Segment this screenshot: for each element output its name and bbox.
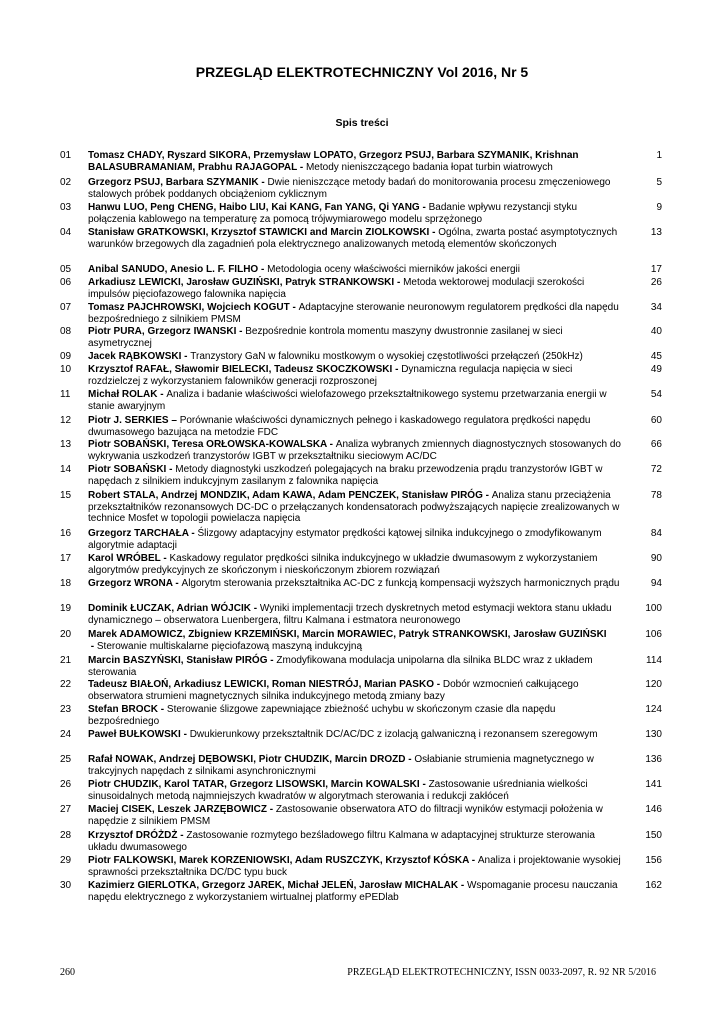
entry-text [88,464,638,487]
entry-authors: Marek ADAMOWICZ, Zbigniew KRZEMIŃSKI, Marcin MORAWIEC, Patryk STRANKOWSKI, Jarosław GUZIŃSKI [88,629,607,640]
entry-authors: Michał ROLAK [88,389,158,400]
entry-number: 13 [60,439,72,450]
entry-authors: Grzegorz TARCHAŁA [88,528,189,539]
entry-text [88,528,638,551]
entry-separator: - [160,553,170,564]
entry-text [88,364,638,387]
toc-entry [60,754,662,777]
toc-entry [60,528,662,551]
entry-separator: - [177,830,187,841]
entry-title: Adaptacyjne sterowanie neuronowym regulatorem prędkości dla napędu bezpośredniego z silnikiem PMSM [88,302,619,325]
entry-title: Dwie nieniszczące metody badań do monitorowania procesu zmęczeniowego stalowych próbek poddanych obciążeniom cyklicznym [88,177,611,200]
entry-authors: Rafał NOWAK, Andrzej DĘBOWSKI, Piotr CHUDZIK, Marcin DROZD [88,754,406,765]
entry-text [88,150,638,173]
entry-separator: - [258,264,268,275]
entry-number: 20 [60,629,72,640]
entry-number: 29 [60,855,72,866]
entry-title: Analiza i badanie właściwości wielofazowego przekształtnikowego systemu przetwarzania energii w stanie awaryjnym [88,389,607,412]
entry-separator: - [419,779,429,790]
entry-page: 54 [650,389,662,400]
toc-entry [60,655,662,678]
toc-entry [60,880,662,903]
entry-number: 25 [60,754,72,765]
entry-text [88,804,638,827]
entry-page: 141 [645,779,662,790]
entry-page: 45 [650,351,662,362]
entry-authors: Anibal SANUDO, Anesio L. F. FILHO [88,264,259,275]
entry-number: 15 [60,490,72,501]
entry-authors: Piotr SOBAŃSKI, Teresa ORŁOWSKA-KOWALSKA [88,439,327,450]
toc-entry [60,351,662,363]
entry-page: 26 [650,277,662,288]
entry-number: 07 [60,302,72,313]
toc-entry [60,603,662,626]
entry-text [88,679,638,702]
entry-page: 120 [645,679,662,690]
entry-page: 9 [656,202,662,213]
entry-page: 136 [645,754,662,765]
toc-entry [60,629,662,652]
entry-page: 1 [656,150,662,161]
entry-separator: - [267,655,277,666]
journal-title: PRZEGLĄD ELEKTROTECHNICZNY Vol 2016, Nr 5 [195,64,529,80]
entry-page: 106 [645,629,662,640]
entry-authors: Arkadiusz LEWICKI, Jarosław GUZIŃSKI, Patryk STRANKOWSKI [88,277,395,288]
entry-text [88,490,638,525]
journal-footer: PRZEGLĄD ELEKTROTECHNICZNY, ISSN 0033-2097, R. 92 NR 5/2016 [347,967,656,978]
toc-entry [60,779,662,802]
entry-page: 146 [645,804,662,815]
entry-separator: – [168,415,180,426]
entry-title: Wspomaganie procesu nauczania napędu elektrycznego z wykorzystaniem wirtualnej platformy ePEDlab [88,880,618,903]
toc-entry [60,150,662,173]
entry-authors: Karol WRÓBEL [88,553,161,564]
toc-entry [60,464,662,487]
entry-authors: Dominik ŁUCZAK, Adrian WÓJCIK [88,603,251,614]
entry-title: Metoda wektorowej modulacji szerokości impulsów pięciofazowego falownika napięcia [88,277,585,300]
entry-title: Dwukierunkowy przekształtnik DC/AC/DC z izolacją galwaniczną i rezonansem szeregowym [189,729,598,740]
entry-text [88,578,638,590]
entry-authors: Tadeusz BIAŁOŃ, Arkadiusz LEWICKI, Roman NIESTRÓJ, Marian PASKO [88,679,434,690]
toc-entry [60,704,662,727]
entry-title: Wyniki implementacji trzech dyskretnych metod estymacji wektora stanu układu dynamicznego – obserwatora Luenbergera, filtru Kalmana i estmatora neuronowego [88,603,612,626]
entry-authors: Krzysztof DRÓŻDŻ [88,830,178,841]
page-number: 260 [60,967,75,978]
entry-number: 06 [60,277,72,288]
entry-title: Sterowanie ślizgowe zapewniające zbieżność uchybu w skończonym czasie dla napędu bezpośredniego [88,704,556,727]
entry-separator: - [266,804,276,815]
entry-authors: Piotr FALKOWSKI, Marek KORZENIOWSKI, Adam RUSZCZYK, Krzysztof KÓSKA [88,855,469,866]
entry-authors: Stefan BROCK [88,704,159,715]
entry-title: Porównanie właściwości dynamicznych pełnego i kaskadowego regulatora prędkości napędu dwumasowego bazująca na metodzie FDC [88,415,591,438]
entry-separator: - [297,161,306,173]
entry-number: 30 [60,880,72,891]
entry-authors: Tomasz CHADY, Ryszard SIKORA, Przemysław LOPATO, Grzegorz PSUJ, Barbara SZYMANIK, Krishnan BALASUBRAMANIAM, Prabhu RAJAGOPAL [88,150,579,173]
entry-separator: - [88,640,97,652]
entry-text [88,553,638,576]
toc-entry [60,389,662,412]
entry-text [88,439,638,462]
entry-authors: Paweł BUŁKOWSKI [88,729,181,740]
entry-text [88,779,638,802]
entry-title: Zmodyfikowana modulacja unipolarna dla silnika BLDC wraz z układem sterowania [88,655,593,678]
toc-entry [60,415,662,438]
toc-entry [60,679,662,702]
entry-number: 03 [60,202,72,213]
entry-page: 49 [650,364,662,375]
toc-heading: Spis treści [335,117,389,129]
table-of-contents [60,150,662,910]
entry-page: 34 [650,302,662,313]
toc-entry [60,326,662,349]
entry-page: 60 [650,415,662,426]
entry-text [88,855,638,878]
entry-page: 90 [650,553,662,564]
entry-page: 5 [656,177,662,188]
entry-separator: - [458,880,467,891]
entry-text [88,729,638,741]
entry-title: Ogólna, zwarta postać asymptotycznych warunków brzegowych dla zagadnień pola elektrycznego analizowanych metodą elementów skończonych [88,227,618,250]
entry-title: Analiza i projektowanie wysokiej sprawności przekształtnika DC/DC typu buck [88,855,621,878]
entry-page: 13 [650,227,662,238]
entry-authors: Maciej CISEK, Leszek JARZĘBOWICZ [88,804,267,815]
entry-page: 78 [650,490,662,501]
entry-text [88,177,638,200]
entry-number: 12 [60,415,72,426]
entry-number: 27 [60,804,72,815]
entry-separator: - [392,364,402,375]
entry-separator: - [258,177,268,188]
entry-page: 124 [645,704,662,715]
toc-entry [60,364,662,387]
entry-number: 08 [60,326,72,337]
entry-separator: - [482,490,492,501]
entry-title: Metodologia oceny właściwości mierników jakości energii [267,264,520,275]
entry-page: 40 [650,326,662,337]
entry-separator: - [180,729,190,740]
entry-authors: Piotr CHUDZIK, Karol TATAR, Grzegorz LISOWSKI, Marcin KOWALSKI [88,779,420,790]
entry-separator: - [468,855,478,866]
entry-title: Zastosowanie rozmytego bezśladowego filtru Kalmana w adaptacyjnej strukturze sterowania układu dwumasowego [88,830,595,853]
entry-text [88,202,638,225]
entry-authors: Piotr SOBAŃSKI [88,464,167,475]
toc-entry [60,202,662,225]
entry-page: 94 [650,578,662,589]
entry-title: Zastosowanie uśredniania wielkości sinusoidalnych metodą najmniejszych kwadratów w algorytmach sterowania i redukcji zakłóceń [88,779,588,802]
entry-authors: Jacek RĄBKOWSKI [88,351,182,362]
entry-page: 130 [645,729,662,740]
toc-entry [60,264,662,276]
entry-number: 24 [60,729,72,740]
entry-page: 156 [645,855,662,866]
entry-title: Metody nieniszczącego badania łopat turbin wiatrowych [305,161,553,173]
entry-title: Sterowanie multiskalarne pięciofazową maszyną indukcyjną [96,640,363,652]
entry-page: 150 [645,830,662,841]
entry-text [88,326,638,349]
entry-separator: - [433,679,443,690]
entry-page: 66 [650,439,662,450]
entry-text [88,415,638,438]
entry-page: 72 [650,464,662,475]
toc-entry [60,490,662,525]
entry-authors: Tomasz PAJCHROWSKI, Wojciech KOGUT [88,302,290,313]
entry-title: Bezpośrednie kontrola momentu maszyny dwustronnie zasilanej w sieci asymetrycznej [88,326,563,349]
toc-entry [60,830,662,853]
toc-entry [60,177,662,200]
entry-separator: - [429,227,439,238]
entry-title: Algorytm sterowania przekształtnika AC-DC z funkcją kompensacji wyższych harmonicznych prądu [181,578,620,589]
entry-number: 01 [60,150,72,161]
entry-page: 114 [646,655,662,666]
entry-text [88,264,638,276]
entry-authors: Krzysztof RAFAŁ, Sławomir BIELECKI, Tadeusz SKOCZKOWSKI [88,364,393,375]
entry-number: 05 [60,264,72,275]
entry-page: 84 [650,528,662,539]
entry-title: Ślizgowy adaptacyjny estymator prędkości kątowej silnika indukcyjnego o zmodyfikowanym algorytmie adaptacji [88,528,602,551]
entry-number: 09 [60,351,72,362]
toc-entry [60,729,662,741]
entry-text [88,603,638,626]
entry-separator: - [172,578,182,589]
entry-text [88,302,638,325]
entry-authors: Kazimierz GIERLOTKA, Grzegorz JAREK, Michał JELEŃ, Jarosław MICHALAK [88,880,459,891]
entry-number: 11 [60,389,71,400]
entry-text [88,351,638,363]
entry-title: Badanie wpływu rezystancji styku połączenia kablowego na temperaturę za pomocą trójwymiarowego modelu sprzężonego [88,202,578,225]
entry-separator: - [405,754,415,765]
entry-text [88,880,638,903]
entry-title: Zastosowanie obserwatora ATO do filtracji wyników estymacji położenia w napędzie z silnikiem PMSM [88,804,603,827]
entry-page: 100 [645,603,662,614]
toc-entry [60,804,662,827]
entry-authors: Marcin BASZYŃSKI, Stanisław PIRÓG [88,655,268,666]
entry-page: 17 [650,264,662,275]
toc-entry [60,578,662,590]
entry-separator: - [236,326,246,337]
entry-number: 18 [60,578,72,589]
entry-title: Kaskadowy regulator prędkości silnika indukcyjnego w układzie dwumasowym z wykorzystaniem algorytmów predykcyjnych ze skończonym i nieskończonym zbiorem rozwiązań [88,553,598,576]
entry-text [88,629,638,652]
entry-title: Analiza wybranych zmiennych diagnostycznych stosowanych do wykrywania uszkodzeń tranzystorów IGBT w przekształtniku sieciowym AC/DC [88,439,621,462]
entry-separator: - [157,389,167,400]
entry-number: 28 [60,830,72,841]
entry-number: 26 [60,779,72,790]
entry-text [88,754,638,777]
entry-number: 23 [60,704,72,715]
entry-text [88,227,638,250]
entry-authors: Stanisław GRATKOWSKI, Krzysztof STAWICKI and Marcin ZIOLKOWSKI [88,227,430,238]
entry-authors: Grzegorz WRONA [88,578,173,589]
entry-number: 02 [60,177,72,188]
entry-text [88,277,638,300]
entry-title: Dynamiczna regulacja napięcia w sieci rozdzielczej z wykorzystaniem falowników generacji rozproszonej [88,364,573,387]
entry-separator: - [166,464,176,475]
entry-number: 19 [60,603,72,614]
entry-number: 22 [60,679,72,690]
toc-entry [60,553,662,576]
toc-entry [60,302,662,325]
entry-number: 21 [60,655,72,666]
toc-entry [60,439,662,462]
toc-entry [60,227,662,250]
entry-separator: - [394,277,404,288]
entry-separator: - [158,704,167,715]
toc-entry [60,277,662,300]
entry-text [88,704,638,727]
entry-authors: Hanwu LUO, Peng CHENG, Haibo LIU, Kai KANG, Fan YANG, Qi YANG [88,202,420,213]
entry-text [88,389,638,412]
entry-authors: Piotr PURA, Grzegorz IWANSKI [88,326,237,337]
entry-text [88,655,638,678]
entry-authors: Robert STALA, Andrzej MONDZIK, Adam KAWA, Adam PENCZEK, Stanisław PIRÓG [88,490,483,501]
entry-title: Dobór wzmocnień całkującego obserwatora strumieni magnetycznych silnika indukcyjnego metodą zmiany bazy [88,679,579,702]
entry-page: 162 [645,880,662,891]
entry-authors: Piotr J. SERKIES [88,415,169,426]
entry-separator: - [419,202,429,213]
entry-separator: - [188,528,198,539]
entry-number: 16 [60,528,72,539]
toc-entry [60,855,662,878]
entry-text [88,830,638,853]
entry-separator: - [181,351,191,362]
entry-title: Analiza stanu przeciążenia przekształtników rezonansowych DC-DC o przełączanych kondensatorach podwyższających napięcie zrealizowanych w technice Mosfet w topologii powielacza napięcia [88,490,620,525]
entry-title: Tranzystory GaN w falowniku mostkowym o wysokiej częstotliwości przełączeń (250kHz) [190,351,583,362]
entry-separator: - [326,439,336,450]
entry-separator: - [289,302,299,313]
entry-number: 17 [60,553,72,564]
entry-number: 04 [60,227,72,238]
entry-separator: - [250,603,260,614]
entry-title: Metody diagnostyki uszkodzeń polegających na braku przewodzenia prądu tranzystorów IGBT w napędach z silnikiem indukcyjnym zasilanym z falownika napięcia [88,464,603,487]
entry-title: Osłabianie strumienia magnetycznego w trakcyjnych napędach z silnikami asynchronicznymi [88,754,594,777]
entry-number: 14 [60,464,72,475]
entry-number: 10 [60,364,72,375]
entry-authors: Grzegorz PSUJ, Barbara SZYMANIK [88,177,259,188]
